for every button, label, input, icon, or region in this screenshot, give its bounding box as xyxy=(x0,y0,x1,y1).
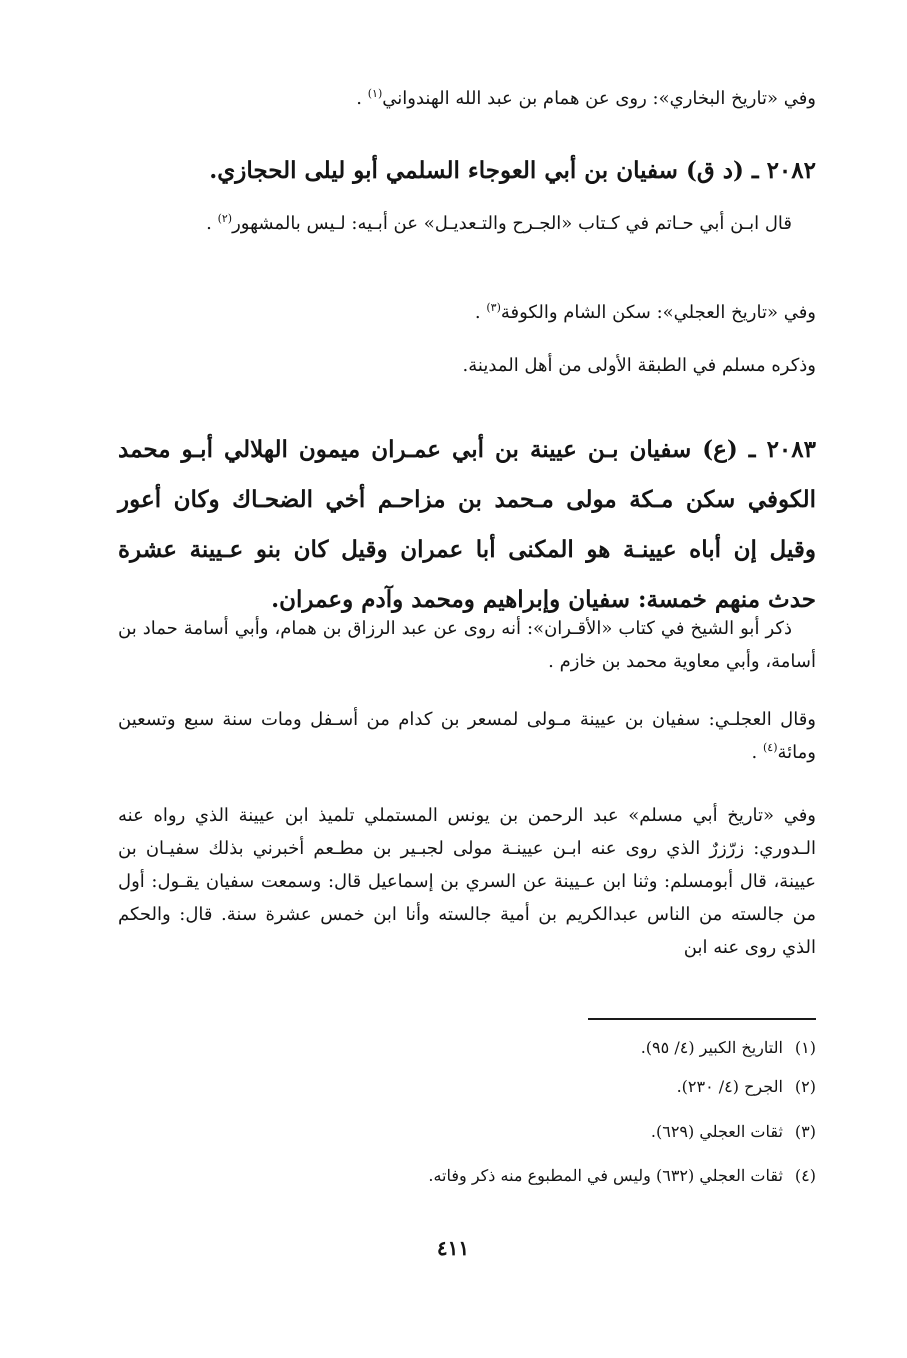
footnote-4 xyxy=(160,1165,816,1187)
footnote-number: (٢) xyxy=(794,1077,816,1096)
footnote-number: (٣) xyxy=(794,1122,816,1141)
footnote-3 xyxy=(160,1121,816,1143)
footnote-1 xyxy=(160,1037,816,1059)
paragraph-end: . xyxy=(206,213,218,234)
footnote-marker: (٢) xyxy=(217,212,233,225)
paragraph-text: وفي «تاريخ العجلي»: سكن الشام والكوفة xyxy=(500,302,816,323)
footnote-2 xyxy=(160,1076,816,1098)
entry-heading-2082: ٢٠٨٢ ـ (د ق) سفيان بن أبي العوجاء السلمي أبو ليلى الحجازي. xyxy=(209,157,816,184)
paragraph-text: وفي «تاريخ البخاري»: روى عن همام بن عبد الله الهندواني xyxy=(382,88,816,109)
footnote-number: (٤) xyxy=(794,1166,816,1185)
footnote-text: التاريخ الكبير (٤/ ٩٥). xyxy=(640,1038,783,1057)
paragraph-end: . xyxy=(356,88,368,109)
footnote-divider xyxy=(588,1018,816,1020)
footnote-marker: (٤) xyxy=(763,741,778,754)
paragraph-ijli-history xyxy=(118,296,816,329)
footnote-marker: (١) xyxy=(367,87,383,100)
paragraph-abu-al-shaykh: ذكر أبو الشيخ في كتاب «الأقـران»: أنه روى عن عبد الرزاق بن همام، وأبي أسامة حماد بن أسامة، وأبي معاوية محمد بن خازم . xyxy=(118,618,816,672)
paragraph-ijli-quote xyxy=(118,703,816,769)
page-number: ٤١١ xyxy=(436,1236,470,1260)
paragraph-bukhari-history xyxy=(118,82,816,115)
footnote-text: الجرح (٤/ ٢٣٠). xyxy=(676,1077,783,1096)
paragraph-text: قال ابـن أبي حـاتم في كـتاب «الجـرح والتـعديـل» عن أبـيه: لـيس بالمشهور xyxy=(232,213,792,234)
footnote-text: ثقات العجلي (٦٢٩). xyxy=(650,1122,783,1141)
entry-heading-2083: ٢٠٨٣ ـ (ع) سفيان بـن عيينة بن أبي عمـران ميمون الهلالي أبـو محمد الكوفي سكن مـكة مولى مـحمد بن مزاحـم أخي الضحـاك وكان أعور وقيل إن أباه عيينـة هو المكنى أبا عمران وقيل كان بنو عـيينة عشرة حدث منهم خمسة: سفيان وإبراهيم ومحمد وآدم وعمران. xyxy=(118,436,816,613)
paragraph-abi-muslim-history: وفي «تاريخ أبي مسلم» عبد الرحمن بن يونس المستملي تلميذ ابن عيينة الذي رواه عنه الـدوري: زرّزرٌ الذي روى عنه ابـن عيينـة مولى لجبـير بن مطـعم أخبرني بذلك سفيـان بن عيينة، قال أبومسلم: وثنا ابن عـيينة عن السري بن إسماعيل قال: وسمعت سفيان يقـول: أول من جالسته من الناس عبدالكريم بن أمية جالسته وأنا ابن خمس عشرة سنة. قال: والحكم الذي روى عنه ابن xyxy=(118,805,816,958)
footnote-text: ثقات العجلي (٦٣٢) وليس في المطبوع منه ذكر وفاته. xyxy=(428,1166,783,1185)
paragraph-text: وقال العجلـي: سفيان بن عيينة مـولى لمسعر بن كدام من أسـفل ومات سنة سبع وتسعين ومائة xyxy=(118,709,816,763)
paragraph-end: . xyxy=(474,302,487,323)
footnote-marker: (٣) xyxy=(486,301,501,314)
footnote-number: (١) xyxy=(794,1038,816,1057)
paragraph-muslim-tabaqat: وذكره مسلم في الطبقة الأولى من أهل المدينة. xyxy=(462,355,816,376)
paragraph-ibn-abi-hatim xyxy=(118,207,816,240)
paragraph-end: . xyxy=(751,742,763,763)
